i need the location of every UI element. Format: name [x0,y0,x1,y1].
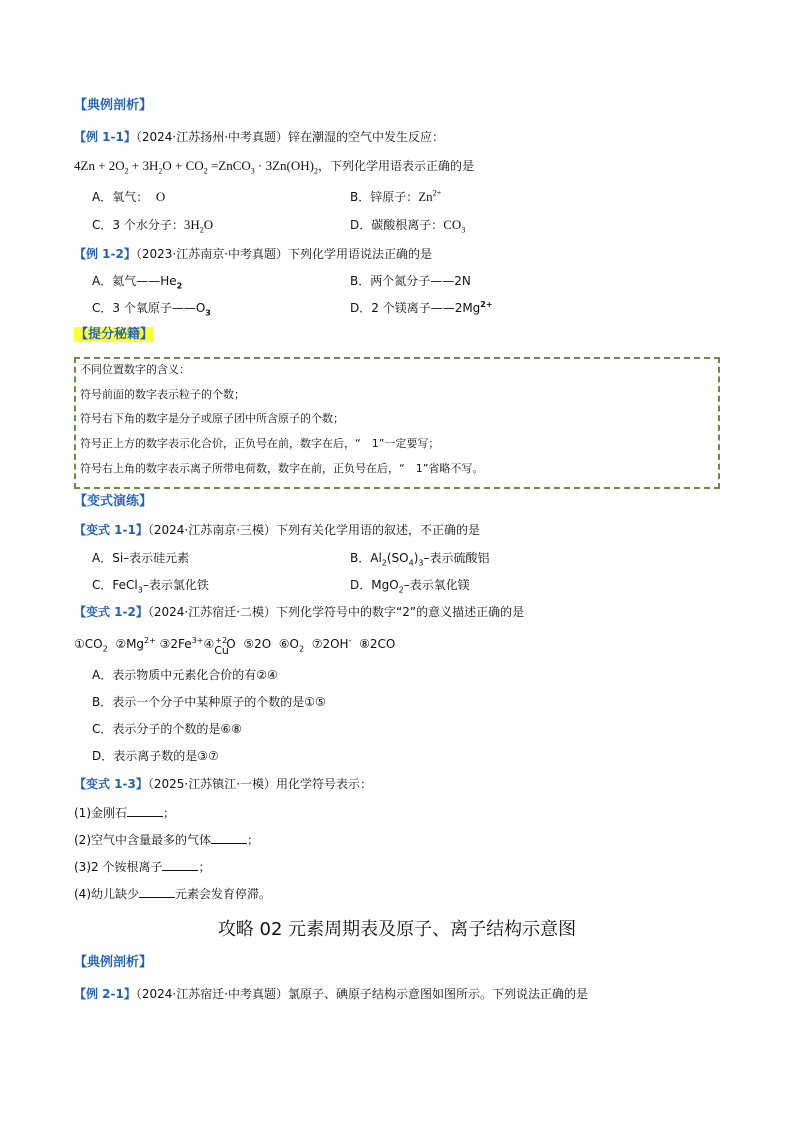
variant-question: 用化学符号表示： [276,777,373,791]
option-c: C．表示分子的个数的是⑥⑧ [92,722,242,736]
example-tag: 【例 1-2】 [74,247,136,261]
variant-question: 下列化学符号中的数字“2”的意义描述正确的是 [276,605,525,619]
tip-line: 符号右下角的数字是分子或原子团中所含原子的个数； [80,412,344,425]
section-title-typical-examples-2: 【典例剖析】 [74,955,153,970]
fill-item-1: (1)金刚石 ； [74,806,176,820]
option-label: D．碳酸根离子： [350,218,444,232]
option-d: D．MgO$_2$–表示氧化镁 [350,578,470,595]
equation-text: $4Zn + 2O_2 + 3H_2O + CO_2$ =ZnCO$_3$ · $3Zn(OH)_2$ [74,158,318,176]
option-formula: $CO_3$ [443,217,466,235]
equation-tail: ，下列化学用语表示正确的是 [318,159,475,173]
option-a: A．表示物质中元素化合价的有②④ [92,668,278,682]
example-source: （2024·江苏扬州·中考真题） [135,130,289,144]
option-c: C．3 个氧原子$——O_3$ [92,301,211,318]
variant-1-1-stem [74,522,480,538]
section-title-typical-examples: 【典例剖析】 [74,98,153,113]
symbol-list: $①CO_2$ $②Mg^{2+}$ $③2Fe^{3+}④$ +2 Cu O ⑤2O $⑥O_2$ ⑦2OH- ⑧2CO [74,635,396,657]
answer-blank[interactable] [162,858,198,871]
variant-tag: 【变式 1-2】 [74,605,148,619]
example-1-1-stem [74,129,444,145]
variant-tag: 【变式 1-3】 [74,777,148,791]
tip-line: 符号正上方的数字表示化合价，正负号在前，数字在后，“ 1”一定要写； [80,437,440,450]
section-title-practice: 【变式演练】 [74,494,153,509]
answer-blank[interactable] [211,831,247,844]
variant-1-3-stem [74,776,372,792]
option-d: D．2 个镁离子$——2Mg^{2+}$ [350,300,493,315]
example-tag: 【例 1-1】 [74,130,136,144]
section-title-tips: 【提分秘籍】 [75,327,154,342]
option-b [350,189,441,205]
tip-line: 符号前面的数字表示粒子的个数； [80,388,245,401]
variant-question: 下列有关化学用语的叙述，不正确的是 [276,523,481,537]
variant-source: （2025·江苏镇江·一模） [147,777,277,791]
example-question: 锌在潮湿的空气中发生反应： [288,130,445,144]
option-d: D．表示离子数的是③⑦ [92,749,219,763]
option-formula: $3H_2O$ [183,217,214,235]
option-formula: $Zn^{2+}$ [418,188,442,204]
fill-item-3: (3)2 个铵根离子 ； [74,860,211,874]
option-a [92,189,165,205]
option-b: B．表示一个分子中某种原子的个数的是①⑤ [92,695,326,709]
option-label: B．锌原子： [350,190,419,204]
option-a: A．Si–表示硅元素 [92,551,190,565]
option-a: A．氦气$——He_2$ [92,274,183,291]
option-label: A．氧气： [92,190,149,204]
answer-blank[interactable] [139,885,175,898]
option-b: B．$Al_2(SO_4)_3-$表示硫酸铝 [350,551,490,568]
option-formula: O [155,189,166,204]
example-source: （2024·江苏宿迁·中考真题） [135,987,289,1001]
example-tag: 【例 2-1】 [74,987,136,1001]
example-source: （2023·江苏南京·中考真题） [135,247,289,261]
option-label: C．3 个水分子： [92,218,184,232]
variant-tag: 【变式 1-1】 [74,523,148,537]
option-b: B．两个氮分子——2N [350,274,471,288]
example-2-1-stem [74,986,588,1002]
example-1-2-stem [74,246,432,262]
variant-1-2-stem [74,604,524,620]
example-question: 下列化学用语说法正确的是 [288,247,433,261]
variant-source: （2024·江苏宿迁·二模） [147,605,277,619]
variant-source: （2024·江苏南京·三模） [147,523,277,537]
tip-line: 不同位置数字的含义： [80,363,190,376]
reaction-equation [74,158,474,174]
tip-line: 符号右上角的数字表示离子所带电荷数，数字在前，正负号在后，“ 1”省略不写。 [80,462,484,475]
option-c: C．FeCl$_3$–表示氯化铁 [92,578,209,595]
fill-item-2: (2)空气中含量最多的气体 ； [74,833,260,847]
example-question: 氯原子、碘原子结构示意图如图所示。下列说法正确的是 [288,987,589,1001]
option-c [92,217,213,233]
strategy-heading: 攻略 02 元素周期表及原子、离子结构示意图 [217,919,577,940]
fill-item-4: (4)幼儿缺少 元素会发育停滞。 [74,887,272,901]
answer-blank[interactable] [127,804,163,817]
option-d [350,217,465,233]
